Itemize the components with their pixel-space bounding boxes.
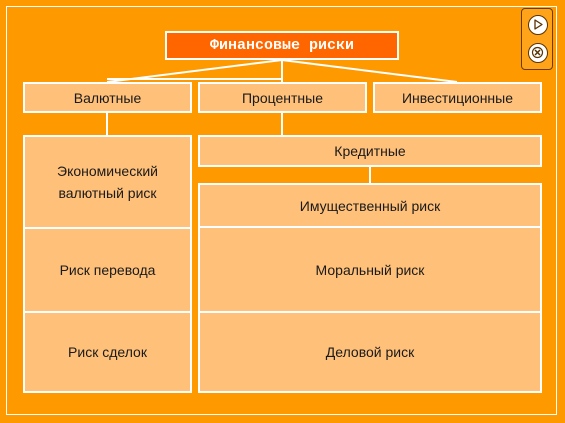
close-button[interactable] <box>528 43 548 63</box>
currency-risks-list <box>23 135 192 393</box>
investment-risks-list <box>198 183 542 393</box>
list-item <box>25 313 190 391</box>
play-icon <box>529 16 546 33</box>
risk-translation-label: Риск перевода <box>59 262 156 278</box>
list-item <box>25 229 190 311</box>
category-investment: Инвестиционные <box>373 82 542 113</box>
page-title: Финансовые риски <box>165 31 399 60</box>
category-credit: Кредитные <box>198 135 542 167</box>
list-item <box>200 313 540 391</box>
list-item <box>200 185 540 226</box>
category-interest: Процентные <box>198 82 367 113</box>
category-currency: Валютные <box>23 82 192 113</box>
risk-economic-label: Экономический валютный риск <box>57 163 158 201</box>
risk-moral-label: Моральный риск <box>315 261 425 278</box>
play-button[interactable] <box>528 15 548 35</box>
risk-business-label: Деловой риск <box>325 344 415 360</box>
control-panel <box>521 8 553 70</box>
risk-property-label: Имущественный риск <box>299 197 441 214</box>
list-item <box>200 228 540 311</box>
risk-transaction-label: Риск сделок <box>68 344 147 360</box>
close-icon <box>529 44 546 61</box>
list-item <box>25 137 190 227</box>
